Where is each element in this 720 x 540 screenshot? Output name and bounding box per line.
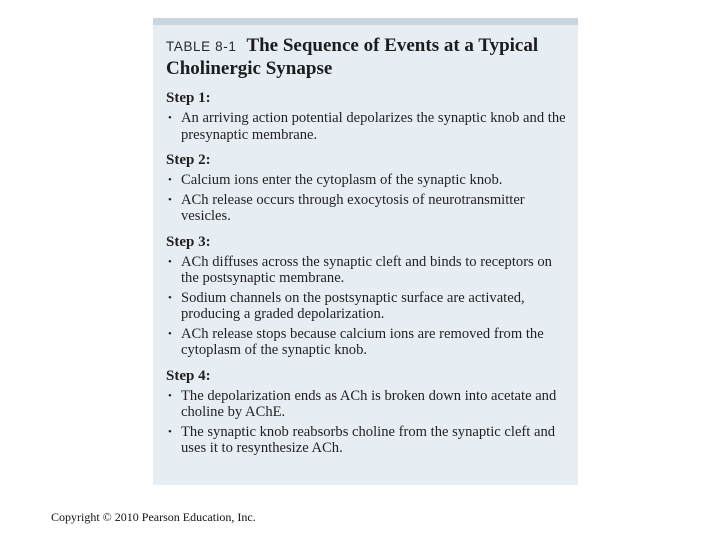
- table-panel: [153, 18, 578, 485]
- bullet-text: The synaptic knob reabsorbs choline from the synaptic cleft and uses it to resynthesize ACh.: [181, 423, 556, 456]
- copyright-notice: Copyright © 2010 Pearson Education, Inc.: [51, 510, 256, 524]
- table-title-line-1: The Sequence of Events at a Typical: [246, 35, 539, 56]
- step-1: [166, 89, 571, 143]
- bullet-icon: •: [168, 112, 172, 124]
- list-item: [166, 388, 571, 421]
- bullet-text: ACh release occurs through exocytosis of neurotransmitter vesicles.: [181, 191, 525, 224]
- bullet-text: Sodium channels on the postsynaptic surface are activated, producing a graded depolarization.: [181, 289, 525, 322]
- list-item: [166, 192, 571, 225]
- step-heading: Step 2:: [166, 152, 211, 168]
- step-2: [166, 151, 571, 225]
- bullet-icon: •: [168, 425, 172, 438]
- list-item: [166, 254, 571, 287]
- list-item: [166, 290, 571, 323]
- bullet-text: The depolarization ends as ACh is broken down into acetate and choline by AChE.: [181, 387, 557, 420]
- bullet-icon: •: [168, 255, 172, 268]
- table-label: TABLE 8-1: [166, 39, 237, 54]
- title-line-1: [166, 35, 571, 57]
- list-item: [166, 172, 571, 189]
- step-4: [166, 367, 571, 457]
- bullet-text: Calcium ions enter the cytoplasm of the synaptic knob.: [181, 172, 503, 188]
- bullet-text: ACh release stops because calcium ions are removed from the cytoplasm of the synaptic knob.: [181, 325, 544, 358]
- bullet-icon: •: [168, 193, 172, 206]
- step-heading: Step 3:: [166, 233, 211, 250]
- title-line-2: [166, 58, 571, 80]
- bullet-text: ACh diffuses across the synaptic cleft and binds to receptors on the postsynaptic membrane.: [181, 253, 552, 286]
- steps-list: [166, 89, 571, 465]
- step-heading: Step 4:: [166, 367, 211, 384]
- list-item: [166, 326, 571, 359]
- bullet-icon: •: [168, 389, 172, 402]
- step-3: [166, 233, 571, 359]
- bullet-icon: •: [168, 291, 172, 304]
- table-top-bar: [153, 18, 578, 25]
- list-item: [166, 110, 571, 143]
- table-title-line-2: Cholinergic Synapse: [166, 58, 333, 79]
- table-title: [166, 35, 571, 80]
- bullet-text: An arriving action potential depolarizes the synaptic knob and the presynaptic membrane.: [181, 110, 566, 143]
- bullet-icon: •: [168, 174, 172, 186]
- list-item: [166, 424, 571, 457]
- step-heading: Step 1:: [166, 90, 211, 106]
- bullet-icon: •: [168, 327, 172, 340]
